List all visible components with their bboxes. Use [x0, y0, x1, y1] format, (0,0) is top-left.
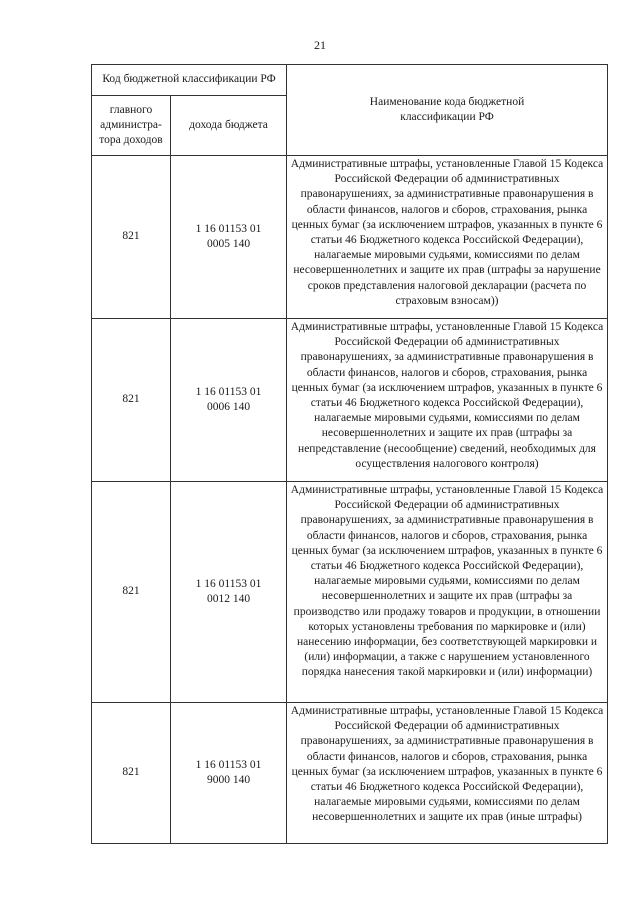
admin-code-cell: 821 — [92, 703, 171, 844]
header-code-group: Код бюджетной классификации РФ — [92, 65, 287, 96]
header-income-code: дохода бюджета — [171, 96, 287, 156]
income-code-cell: 1 16 01153 01 0012 140 — [171, 482, 287, 703]
table-row — [92, 156, 608, 319]
code-name-cell: Административные штрафы, установленные Главой 15 Кодекса Российской Федерации об административных правонарушениях, за административные правонарушения в области финансов, налогов и сборов, страхования, рынка ценных бумаг (за исключением штрафов, указанных в пункте 6 статьи 46 Бюджетного кодекса Российской Федерации), налагаемые мировыми судьями, комиссиями по делам несовершеннолетних и защите их прав (штрафы за нарушение сроков представления налоговой декларации (расчета по страховым взносам)) — [287, 156, 608, 319]
page-number: 21 — [314, 38, 326, 52]
table-row — [92, 703, 608, 844]
code-name-cell: Административные штрафы, установленные Главой 15 Кодекса Российской Федерации об административных правонарушениях, за административные правонарушения в области финансов, налогов и сборов, страхования, рынка ценных бумаг (за исключением штрафов, указанных в пункте 6 статьи 46 Бюджетного кодекса Российской Федерации), налагаемые мировыми судьями, комиссиями по делам несовершеннолетних и защите их прав (штрафы за производство или продажу товаров и продукции, в отношении которых установлены требования по маркировке и (или) нанесению информации, без соответствующей маркировки и (или) информации, а также с нарушением установленного порядка нанесения такой маркировки и (или) информации) — [287, 482, 608, 703]
code-name-cell: Административные штрафы, установленные Главой 15 Кодекса Российской Федерации об административных правонарушениях, за административные правонарушения в области финансов, налогов и сборов, страхования, рынка ценных бумаг (за исключением штрафов, указанных в пункте 6 статьи 46 Бюджетного кодекса Российской Федерации), налагаемые мировыми судьями, комиссиями по делам несовершеннолетних и защите их прав (иные штрафы) — [287, 703, 608, 844]
admin-code-cell: 821 — [92, 319, 171, 482]
table-row — [92, 482, 608, 703]
income-code-cell: 1 16 01153 01 0005 140 — [171, 156, 287, 319]
budget-classification-table — [91, 64, 608, 844]
admin-code-cell: 821 — [92, 156, 171, 319]
income-code-cell: 1 16 01153 01 9000 140 — [171, 703, 287, 844]
code-name-cell: Административные штрафы, установленные Главой 15 Кодекса Российской Федерации об административных правонарушениях, за административные правонарушения в области финансов, налогов и сборов, страхования, рынка ценных бумаг (за исключением штрафов, указанных в пункте 6 статьи 46 Бюджетного кодекса Российской Федерации), налагаемые мировыми судьями, комиссиями по делам несовершеннолетних и защите их прав (штрафы за непредставление (несообщение) сведений, необходимых для осуществления налогового контроля) — [287, 319, 608, 482]
admin-code-cell: 821 — [92, 482, 171, 703]
income-code-cell: 1 16 01153 01 0006 140 — [171, 319, 287, 482]
table-header-row — [92, 65, 608, 96]
header-code-name: Наименование кода бюджетной классификации РФ — [287, 65, 608, 156]
header-admin-code: главного администра-тора доходов — [92, 96, 171, 156]
table-row — [92, 319, 608, 482]
